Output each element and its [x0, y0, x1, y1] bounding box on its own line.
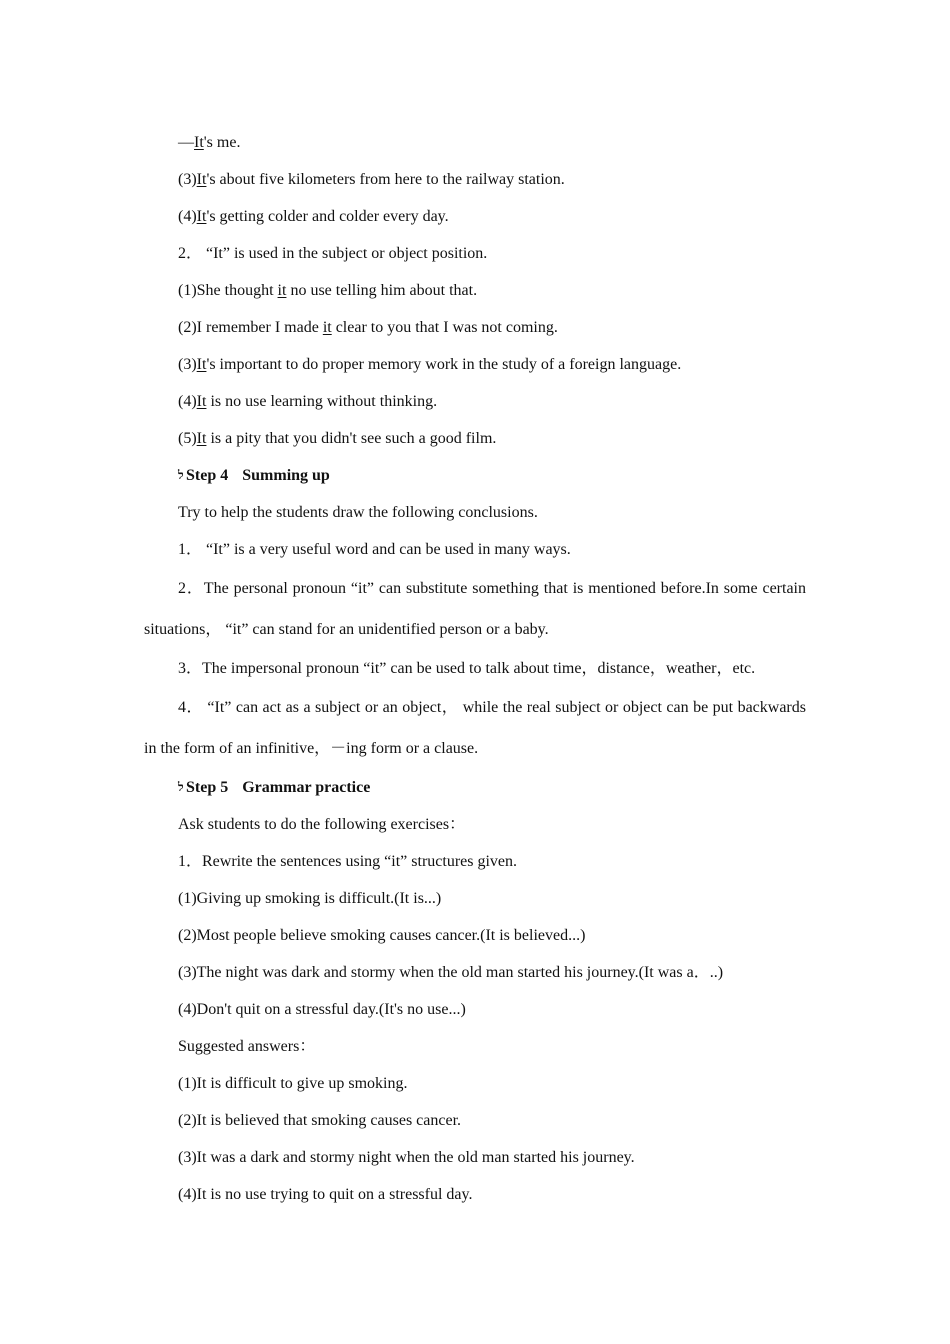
answer-item: (4)It is no use trying to quit on a stressful day.: [178, 1186, 473, 1203]
underlined-it: it: [322, 319, 332, 336]
line-text: (5): [178, 430, 197, 447]
document-body: [144, 124, 806, 1213]
underlined-it: It: [196, 171, 207, 188]
exercise-item: (1)Giving up smoking is difficult.(It is...): [178, 890, 442, 907]
line-text: (4): [178, 208, 197, 225]
answer-item: (3)It was a dark and stormy night when the old man started his journey.: [178, 1149, 635, 1166]
paragraph: Ask students to do the following exercises：: [178, 816, 466, 833]
example-line: [144, 420, 806, 457]
exercise-item: (4)Don't quit on a stressful day.(It's no use...): [178, 1001, 466, 1018]
line-text: no use telling him about that.: [286, 282, 478, 299]
line-text: (3): [178, 356, 197, 373]
line-text: is a pity that you didn't see such a good film.: [206, 430, 497, 447]
underlined-it: It: [196, 393, 207, 410]
line-text: is no use learning without thinking.: [206, 393, 438, 410]
example-line: [144, 383, 806, 420]
line-text: 's getting colder and colder every day.: [206, 208, 449, 225]
paragraph: 2．The personal pronoun “it” can substitute something that is mentioned before.In some certain situations， “it” can stand for an unidentified person or a baby.: [144, 580, 806, 638]
exercise-item: (3)The night was dark and stormy when the old man started his journey.(It was a．..): [178, 964, 724, 981]
line-text: 's about five kilometers from here to the railway station.: [206, 171, 565, 188]
answer-item: (1)It is difficult to give up smoking.: [178, 1075, 408, 1092]
step-label: Step 4: [186, 467, 229, 484]
line-text: (3): [178, 171, 197, 188]
step-title: Summing up: [242, 467, 330, 484]
underlined-it: it: [277, 282, 287, 299]
paragraph: Try to help the students draw the following conclusions.: [178, 504, 538, 521]
line-text: 's me.: [203, 134, 241, 151]
example-line: [144, 272, 806, 309]
underlined-it: It: [194, 134, 204, 151]
step-4-heading: [144, 457, 806, 494]
step-marker-icon: ל: [178, 780, 184, 794]
example-line: [144, 161, 806, 198]
exercise-item: (2)Most people believe smoking causes cancer.(It is believed...): [178, 927, 586, 944]
underlined-it: It: [196, 208, 207, 225]
rule-line: 2． “It” is used in the subject or object position.: [178, 245, 488, 262]
paragraph: 3．The impersonal pronoun “it” can be used to talk about time，distance，weather，etc.: [178, 660, 756, 677]
paragraph: 1．Rewrite the sentences using “it” structures given.: [178, 853, 518, 870]
line-text: (2)I remember I made: [178, 319, 323, 336]
line-text: (4): [178, 393, 197, 410]
underlined-it: It: [196, 356, 207, 373]
step-title: Grammar practice: [242, 779, 371, 796]
line-text: clear to you that I was not coming.: [331, 319, 558, 336]
example-line: [144, 346, 806, 383]
underlined-it: It: [196, 430, 207, 447]
line-text: 's important to do proper memory work in the study of a foreign language.: [206, 356, 682, 373]
step-marker-icon: ל: [178, 468, 184, 482]
dialogue-line: [144, 124, 806, 161]
paragraph: 4． “It” can act as a subject or an object， while the real subject or object can be put backwards in the form of an infinitive，－ing form or a clause.: [144, 699, 806, 757]
line-text: —: [178, 134, 194, 151]
step-label: Step 5: [186, 779, 229, 796]
answer-item: (2)It is believed that smoking causes cancer.: [178, 1112, 462, 1129]
example-line: [144, 309, 806, 346]
line-text: (1)She thought: [178, 282, 278, 299]
step-5-heading: [144, 769, 806, 806]
example-line: [144, 198, 806, 235]
paragraph: 1． “It” is a very useful word and can be used in many ways.: [178, 541, 571, 558]
answers-label: Suggested answers：: [178, 1038, 316, 1055]
